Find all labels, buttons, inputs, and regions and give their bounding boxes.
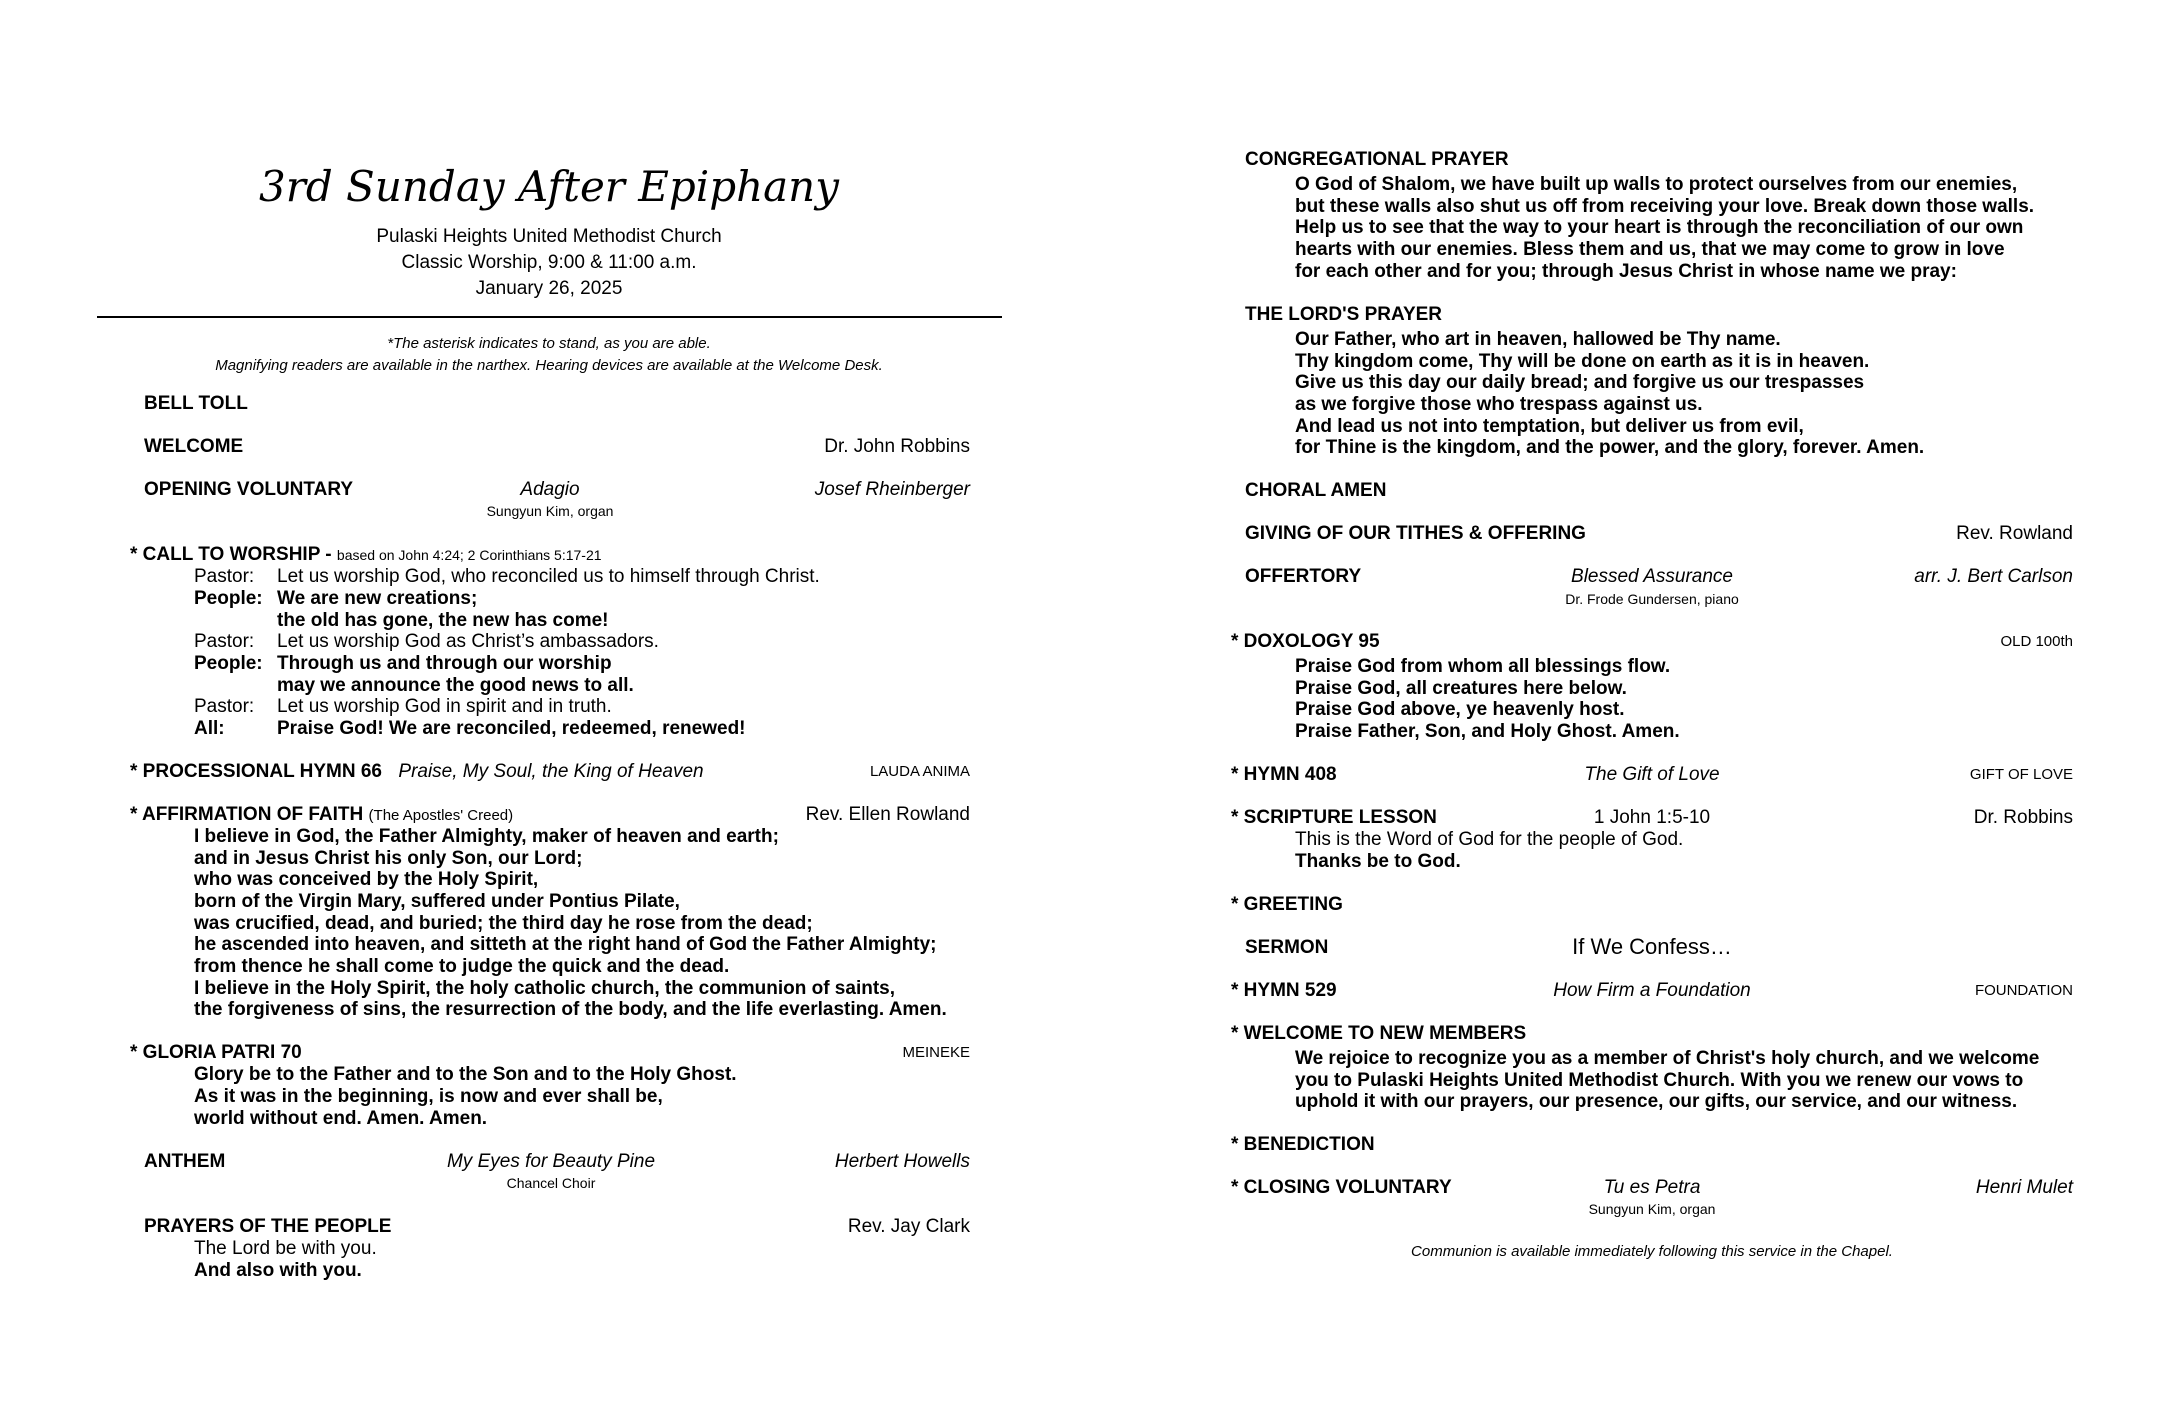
page-title: 3rd Sunday After Epiphany	[259, 162, 839, 211]
anthem-performer: Chancel Choir	[506, 1175, 596, 1191]
sermon-title: If We Confess…	[1572, 934, 1732, 959]
scripture-heading: * SCRIPTURE LESSON	[1231, 807, 1437, 828]
scripture-response: Thanks be to God.	[1295, 851, 1461, 872]
litany-speaker: All:	[194, 718, 225, 739]
affirmation-leader: Rev. Ellen Rowland	[805, 804, 970, 825]
prayers-heading: PRAYERS OF THE PEOPLE	[144, 1216, 392, 1237]
doxology-line: Praise God above, ye heavenly host.	[1295, 699, 1625, 720]
new-members-line: We rejoice to recognize you as a member of Christ's holy church, and we welcome	[1295, 1048, 2040, 1069]
scripture-reader: Dr. Robbins	[1973, 807, 2073, 828]
service-time: Classic Worship, 9:00 & 11:00 a.m.	[401, 252, 697, 273]
opening-composer: Josef Rheinberger	[814, 479, 970, 500]
affirmation-label: * AFFIRMATION OF FAITH	[130, 804, 364, 825]
greeting-heading: * GREETING	[1231, 894, 1343, 915]
hymn-529-heading: * HYMN 529	[1231, 980, 1337, 1001]
choral-amen: CHORAL AMEN	[1245, 480, 1387, 501]
creed-line: I believe in God, the Father Almighty, maker of heaven and earth;	[194, 826, 779, 847]
litany-speaker: Pastor:	[194, 566, 255, 587]
litany-text: We are new creations;	[277, 588, 478, 609]
offertory-heading: OFFERTORY	[1245, 566, 1362, 587]
opening-piece: Adagio	[520, 479, 580, 500]
litany-text: the old has gone, the new has come!	[277, 610, 609, 631]
lords-prayer-line: Thy kingdom come, Thy will be done on earth as it is in heaven.	[1295, 351, 1870, 372]
prayers-line: The Lord be with you.	[194, 1238, 377, 1259]
new-members-line: uphold it with our prayers, our presence, our gifts, our service, and our witness.	[1295, 1091, 2018, 1112]
processional-heading: * PROCESSIONAL HYMN 66	[130, 761, 382, 782]
hymn-529-title: How Firm a Foundation	[1553, 980, 1751, 1001]
lords-prayer-line: And lead us not into temptation, but deliver us from evil,	[1295, 416, 1804, 437]
closing-title: Tu es Petra	[1603, 1177, 1701, 1198]
litany-text: may we announce the good news to all.	[277, 675, 634, 696]
scripture-reference: 1 John 1:5-10	[1593, 807, 1711, 828]
lords-prayer-line: for Thine is the kingdom, and the power, and the glory, forever. Amen.	[1295, 437, 1925, 458]
hymn-408-title: The Gift of Love	[1584, 764, 1720, 785]
accessibility-note: Magnifying readers are available in the narthex. Hearing devices are available at the Welcome Desk.	[215, 357, 883, 374]
communion-note: Communion is available immediately following this service in the Chapel.	[1411, 1243, 1893, 1260]
new-members-line: you to Pulaski Heights United Methodist Church. With you we renew our vows to	[1295, 1070, 2024, 1091]
hymn-408-heading: * HYMN 408	[1231, 764, 1337, 785]
gloria-line: world without end. Amen. Amen.	[194, 1108, 488, 1129]
doxology-line: Praise God, all creatures here below.	[1295, 678, 1627, 699]
cong-prayer-line: Help us to see that the way to your heart is through the reconciliation of our own	[1295, 217, 2024, 238]
affirmation-heading	[130, 804, 513, 826]
creed-line: was crucified, dead, and buried; the third day he rose from the dead;	[194, 913, 813, 934]
service-date: January 26, 2025	[475, 278, 623, 299]
cong-prayer-line: for each other and for you; through Jesus Christ in whose name we pray:	[1295, 261, 1957, 282]
litany-speaker: Pastor:	[194, 696, 255, 717]
lords-prayer-line: Our Father, who art in heaven, hallowed be Thy name.	[1295, 329, 1781, 350]
creed-line: born of the Virgin Mary, suffered under Pontius Pilate,	[194, 891, 680, 912]
offertory-arranger: arr. J. Bert Carlson	[1914, 566, 2073, 587]
creed-line: and in Jesus Christ his only Son, our Lord;	[194, 848, 583, 869]
welcome-leader: Dr. John Robbins	[824, 436, 970, 457]
church-name: Pulaski Heights United Methodist Church	[376, 226, 722, 247]
welcome-heading: WELCOME	[144, 436, 244, 457]
offertory-title: Blessed Assurance	[1571, 566, 1733, 587]
litany-text: Praise God! We are reconciled, redeemed, renewed!	[277, 718, 746, 739]
doxology-tune: OLD 100th	[2000, 633, 2073, 650]
litany-text: Let us worship God, who reconciled us to himself through Christ.	[277, 566, 820, 587]
call-to-worship-heading	[130, 544, 602, 566]
lords-prayer-line: Give us this day our daily bread; and forgive us our trespasses	[1295, 372, 1865, 393]
new-members-heading: * WELCOME TO NEW MEMBERS	[1231, 1023, 1527, 1044]
gloria-line: As it was in the beginning, is now and ever shall be,	[194, 1086, 663, 1107]
litany-speaker: People:	[194, 653, 263, 674]
prayers-response: And also with you.	[194, 1260, 362, 1281]
anthem-composer: Herbert Howells	[834, 1151, 970, 1172]
header-divider	[97, 316, 1002, 318]
anthem-title: My Eyes for Beauty Pine	[446, 1151, 656, 1172]
call-to-worship-label: * CALL TO WORSHIP -	[130, 544, 332, 565]
asterisk-note: *The asterisk indicates to stand, as you are able.	[387, 335, 711, 352]
gloria-tune: MEINEKE	[902, 1044, 970, 1061]
doxology-heading: * DOXOLOGY 95	[1231, 631, 1380, 652]
doxology-line: Praise God from whom all blessings flow.	[1295, 656, 1671, 677]
prayers-leader: Rev. Jay Clark	[847, 1216, 970, 1237]
creed-line: I believe in the Holy Spirit, the holy catholic church, the communion of saints,	[194, 978, 895, 999]
creed-line: who was conceived by the Holy Spirit,	[194, 869, 539, 890]
creed-line: he ascended into heaven, and sitteth at the right hand of God the Father Almighty;	[194, 934, 937, 955]
creed-line: the forgiveness of sins, the resurrection of the body, and the life everlasting. Amen.	[194, 999, 947, 1020]
hymn-529-tune: FOUNDATION	[1974, 982, 2073, 999]
litany-text: Let us worship God in spirit and in truth.	[277, 696, 612, 717]
doxology-line: Praise Father, Son, and Holy Ghost. Amen.	[1295, 721, 1680, 742]
gloria-heading: * GLORIA PATRI 70	[130, 1042, 302, 1063]
closing-composer: Henri Mulet	[1975, 1177, 2073, 1198]
cong-prayer-line: O God of Shalom, we have built up walls to protect ourselves from our enemies,	[1295, 174, 2018, 195]
lords-prayer-line: as we forgive those who trespass against us.	[1295, 394, 1703, 415]
processional-tune: LAUDA ANIMA	[869, 763, 970, 780]
call-source: based on John 4:24; 2 Corinthians 5:17-21	[336, 547, 602, 563]
tithes-heading: GIVING OF OUR TITHES & OFFERING	[1245, 523, 1586, 544]
scripture-line: This is the Word of God for the people of God.	[1295, 829, 1684, 850]
congregational-prayer-heading: CONGREGATIONAL PRAYER	[1245, 149, 1509, 170]
litany-speaker: Pastor:	[194, 631, 255, 652]
offertory-performer: Dr. Frode Gundersen, piano	[1565, 591, 1739, 607]
processional-title: Praise, My Soul, the King of Heaven	[398, 761, 704, 782]
gloria-line: Glory be to the Father and to the Son and to the Holy Ghost.	[194, 1064, 737, 1085]
litany-text: Let us worship God as Christ’s ambassadors.	[277, 631, 659, 652]
opening-performer: Sungyun Kim, organ	[486, 503, 614, 519]
tithes-leader: Rev. Rowland	[1956, 523, 2073, 544]
bell-toll: BELL TOLL	[144, 393, 248, 414]
litany-text: Through us and through our worship	[277, 653, 612, 674]
benediction-heading: * BENEDICTION	[1231, 1134, 1375, 1155]
cong-prayer-line: but these walls also shut us off from receiving your love. Break down those walls.	[1295, 196, 2035, 217]
opening-voluntary-heading: OPENING VOLUNTARY	[144, 479, 354, 500]
closing-performer: Sungyun Kim, organ	[1588, 1201, 1716, 1217]
creed-line: from thence he shall come to judge the quick and the dead.	[194, 956, 730, 977]
hymn-408-tune: GIFT OF LOVE	[1969, 766, 2073, 783]
lords-prayer-heading: THE LORD'S PRAYER	[1245, 304, 1443, 325]
closing-voluntary-heading: * CLOSING VOLUNTARY	[1231, 1177, 1452, 1198]
litany-speaker: People:	[194, 588, 263, 609]
sermon-heading: SERMON	[1245, 937, 1329, 958]
cong-prayer-line: hearts with our enemies. Bless them and us, that we may come to grow in love	[1295, 239, 2005, 260]
affirmation-sub: (The Apostles' Creed)	[368, 807, 514, 824]
anthem-heading: ANTHEM	[144, 1151, 226, 1172]
